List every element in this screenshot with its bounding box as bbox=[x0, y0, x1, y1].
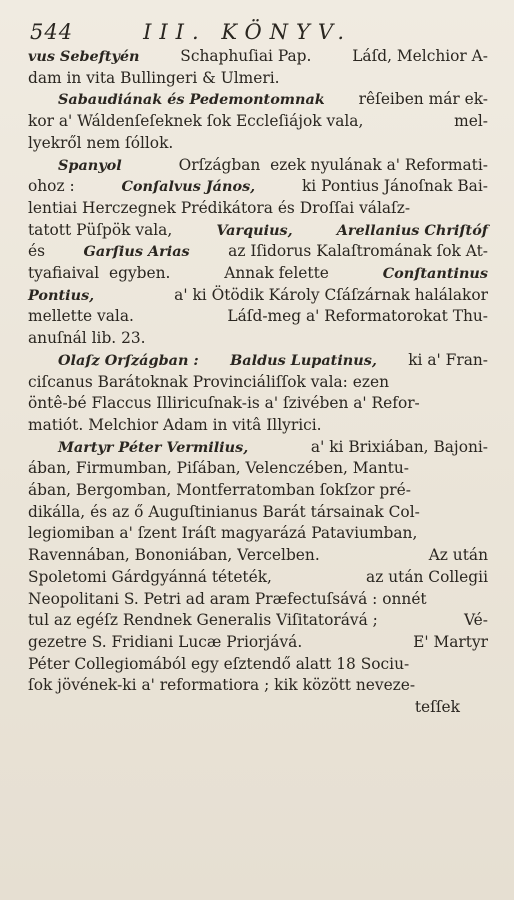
text-segment: mel- bbox=[454, 112, 488, 131]
text-line bbox=[28, 372, 488, 394]
text-segment: Melchior Adam in vitâ Illyrici. bbox=[88, 415, 322, 434]
body-text bbox=[28, 46, 488, 719]
text-segment: Láſd, Melchior A- bbox=[352, 47, 488, 65]
text-line bbox=[28, 220, 488, 242]
text-segment: lentiai Herczegnek Prédikátora és Droſſai válaſz- bbox=[28, 198, 411, 217]
text-segment: kor a' Wáldenſeſeknek ſok Eccleſiájok vala, bbox=[28, 112, 364, 131]
text-line bbox=[28, 350, 488, 372]
text-line bbox=[28, 675, 488, 697]
text-segment: Spoletomi Gárdgyánná téteték, bbox=[28, 567, 272, 586]
text-line bbox=[28, 89, 488, 111]
text-segment: dikálla, és az ő Auguſtinianus Barát társainak Col- bbox=[28, 502, 420, 521]
text-segment: és bbox=[28, 242, 46, 261]
text-line bbox=[28, 155, 488, 177]
text-segment: Schaphuſiai Pap. bbox=[180, 47, 312, 65]
text-segment: lyekről nem ſóllok. bbox=[28, 133, 174, 152]
page-header bbox=[30, 14, 484, 44]
text-segment: az után Collegii bbox=[366, 567, 488, 586]
italic-name-segment: Baldus Lupatinus, bbox=[230, 351, 377, 369]
text-segment: matiót. bbox=[28, 415, 84, 434]
text-line bbox=[28, 415, 488, 437]
text-line bbox=[28, 393, 488, 415]
text-segment: ában, Firmumban, Piſában, Velenczében, Mantu- bbox=[28, 459, 409, 478]
text-segment: öntê-bé Flaccus Illiricuſnak-is a' ſzivében a' Refor- bbox=[28, 394, 420, 413]
italic-name-segment: Conſtantinus bbox=[382, 265, 488, 283]
italic-name-segment: Martyr Péter Vermilius, bbox=[58, 438, 249, 456]
text-segment: Vé- bbox=[463, 611, 488, 630]
text-segment: a' ki Ötödik Károly Cſáſzárnak halálakor bbox=[174, 285, 488, 304]
text-line bbox=[28, 285, 488, 307]
text-segment: ciſcanus Barátoknak Provinciáliſſok vala: ezen bbox=[28, 372, 389, 391]
italic-name-segment: Arellanius Chriſtóf bbox=[336, 221, 488, 239]
text-line bbox=[28, 68, 488, 90]
text-segment: Láſd-meg a' Reformatorokat Thu- bbox=[227, 307, 488, 326]
italic-name-segment: Conſalvus János, bbox=[121, 178, 256, 196]
text-line bbox=[28, 654, 488, 676]
text-line bbox=[28, 523, 488, 545]
text-segment: ſok jövének-ki a' reformatiora ; kik között neveze- bbox=[28, 676, 416, 695]
text-segment: ki a' Fran- bbox=[408, 350, 488, 369]
text-line bbox=[28, 437, 488, 459]
text-line bbox=[28, 198, 488, 220]
text-line bbox=[28, 458, 488, 480]
text-line bbox=[28, 46, 488, 68]
text-segment: ki Pontius Jánoſnak Bai- bbox=[301, 177, 488, 196]
italic-name-segment: Olaſz Orſzágban : bbox=[58, 351, 199, 369]
text-line bbox=[28, 567, 488, 589]
text-line bbox=[28, 502, 488, 524]
text-segment: Az után bbox=[428, 546, 488, 565]
text-line bbox=[28, 241, 488, 263]
text-segment: E' Martyr bbox=[413, 632, 488, 651]
text-segment: Péter Collegiomából egy eſztendő alatt 18 Sociu- bbox=[28, 654, 410, 673]
text-line bbox=[28, 328, 488, 350]
text-segment: ohoz : bbox=[28, 177, 75, 196]
text-line bbox=[28, 589, 488, 611]
text-segment: Ravennában, Bononiában, Vercelben. bbox=[28, 546, 320, 565]
text-segment: Annak felette bbox=[224, 264, 329, 283]
text-segment: legiomiban a' ſzent Iráſt magyarázá Pataviumban, bbox=[28, 524, 418, 543]
text-line bbox=[28, 632, 488, 654]
text-line bbox=[28, 545, 488, 567]
text-segment: ában, Bergomban, Montferratomban ſokſzor pré- bbox=[28, 481, 411, 500]
text-line bbox=[28, 610, 488, 632]
text-segment: gezetre S. Fridiani Lucæ Priorjává. bbox=[28, 632, 303, 651]
text-line bbox=[28, 176, 488, 198]
text-segment: Neopolitani S. Petri ad aram Præfectuſsává : onnét bbox=[28, 589, 427, 608]
italic-name-segment: Varquius, bbox=[216, 221, 293, 239]
text-line bbox=[28, 133, 488, 155]
text-segment: tyafiaival egyben. bbox=[28, 264, 171, 283]
text-line bbox=[28, 111, 488, 133]
italic-name-segment: Garſius Arias bbox=[83, 243, 190, 261]
italic-name-segment: Sabaudiának és Pedemontomnak bbox=[58, 91, 325, 109]
text-segment: mellette vala. bbox=[28, 307, 134, 326]
text-line bbox=[28, 480, 488, 502]
text-segment: az Iſidorus Kalaſtromának ſok At- bbox=[228, 242, 488, 261]
text-segment: a' ki Brixiában, Bajoni- bbox=[310, 437, 488, 456]
text-line bbox=[28, 306, 488, 328]
italic-name-segment: vus Sebeftyén bbox=[28, 48, 140, 65]
text-line bbox=[28, 697, 488, 719]
italic-name-segment: Spanyol bbox=[58, 156, 122, 174]
text-segment: anuſnál lib. 23. bbox=[28, 329, 146, 348]
running-head: III. KÖNYV. bbox=[143, 20, 353, 44]
text-segment: tul az egéſz Rendnek Generalis Viſitatorává ; bbox=[28, 611, 378, 630]
page-number: 544 bbox=[30, 20, 74, 44]
text-segment: teſſek bbox=[414, 698, 460, 717]
text-line bbox=[28, 263, 488, 285]
text-segment: rêſeiben már ek- bbox=[358, 90, 488, 109]
italic-name-segment: Pontius, bbox=[28, 286, 95, 304]
text-segment: Orſzágban ezek nyulának a' Reformati- bbox=[178, 155, 488, 174]
text-segment: tatott Püſpök vala, bbox=[28, 220, 173, 239]
text-segment: dam in vita Bullingeri & Ulmeri. bbox=[28, 68, 280, 87]
